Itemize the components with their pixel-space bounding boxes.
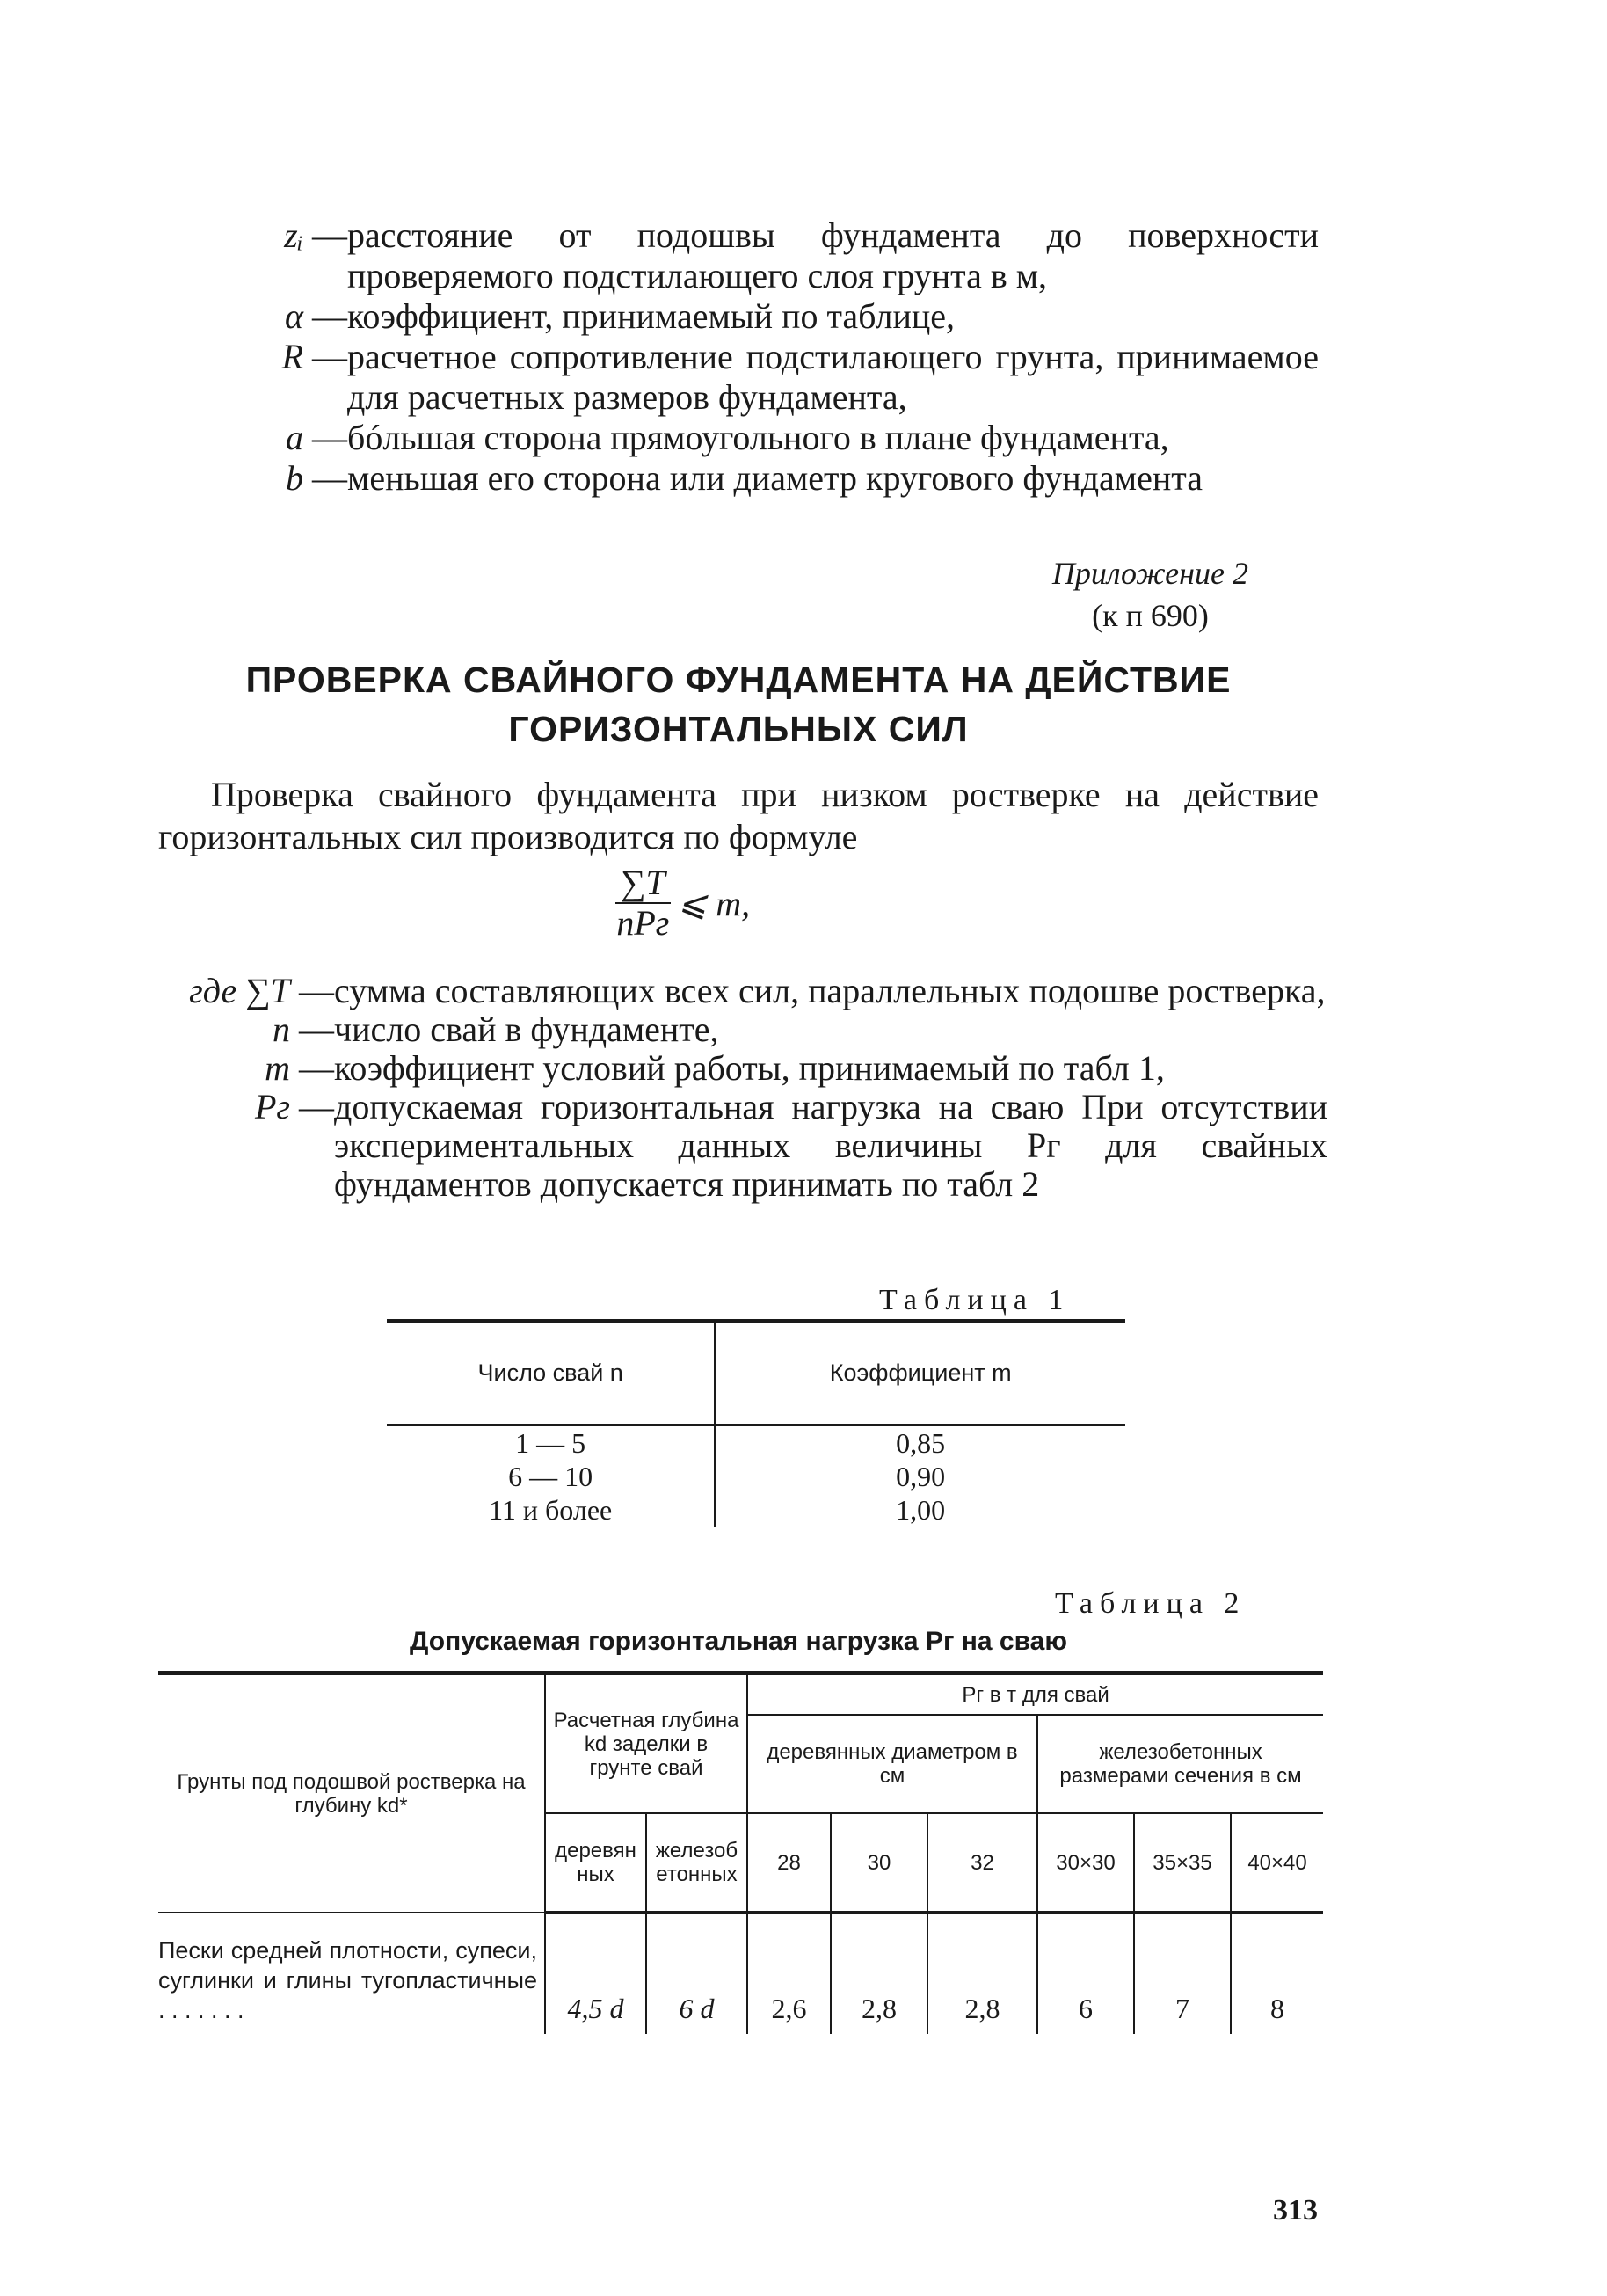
- table2: [158, 1671, 1323, 2034]
- symbol: m: [265, 1048, 290, 1088]
- intro-paragraph: Проверка свайного фундамента при низком ростверке на действие горизонтальных сил производится по формуле: [158, 775, 1319, 856]
- definition-text: расчетное сопротивление подстилающего грунта, принимаемое для расчетных размеров фундамента,: [347, 337, 1319, 417]
- formula-rhs: ⩽ m,: [677, 883, 751, 923]
- definition-item: zᵢ — расстояние от подошвы фундамента до поверхности проверяемого подстилающего слоя грунта в м,: [284, 215, 1319, 295]
- header-pg: Pг в т для свай: [747, 1673, 1323, 1716]
- symbol: n: [273, 1010, 290, 1049]
- symbol: a: [286, 418, 303, 457]
- title-line-1: ПРОВЕРКА СВАЙНОГО ФУНДАМЕНТА НА ДЕЙСТВИЕ: [245, 660, 1232, 700]
- title-line-2: ГОРИЗОНТАЛЬНЫХ СИЛ: [508, 709, 969, 749]
- definition-item: a — бóльшая сторона прямоугольного в плане фундамента,: [158, 418, 1319, 458]
- header-depth: Расчетная глубина kd заделки в грунте свай: [545, 1673, 747, 1814]
- definition-text: коэффициент, принимаемый по таблице,: [347, 296, 956, 336]
- definition-item: Pг — допускаемая горизонтальная нагрузка на сваю При отсутствии экспериментальных данных величины Pг для свайных фундаментов допускается принимать по табл 2: [254, 1087, 1327, 1204]
- table-row: [387, 1460, 1125, 1493]
- formula-numerator: ∑T: [615, 864, 671, 904]
- value-cell: 8: [1231, 1913, 1323, 2034]
- table2-subtitle: Допускаемая горизонтальная нагрузка Pг на сваю: [410, 1627, 1067, 1656]
- definition-item: R — расчетное сопротивление подстилающего грунта, принимаемое для расчетных размеров фундамента,: [281, 337, 1319, 417]
- symbol: Pг: [254, 1087, 290, 1126]
- header-size: 32: [927, 1813, 1037, 1913]
- value-cell: 4,5 d: [545, 1913, 646, 2034]
- page-number: 313: [1273, 2194, 1318, 2227]
- table1-header: Коэффициент m: [715, 1321, 1125, 1425]
- header-size: 30: [831, 1813, 927, 1913]
- header-depth-wood: деревянных: [545, 1813, 646, 1913]
- table1-cell: 0,85: [715, 1426, 1125, 1460]
- header-size: 30×30: [1037, 1813, 1134, 1913]
- table1-header: Число свай n: [477, 1359, 623, 1386]
- value-cell: 6: [1037, 1913, 1134, 2034]
- table1-cell: 11 и более: [489, 1494, 613, 1526]
- header-size: 28: [747, 1813, 831, 1913]
- value-cell: 2,8: [927, 1913, 1037, 2034]
- table1-caption: Таблица 1: [879, 1284, 1071, 1316]
- symbol: zᵢ: [284, 215, 303, 255]
- header-size: 40×40: [1231, 1813, 1323, 1913]
- header-concrete: железобетонных размерами сечения в см: [1037, 1715, 1323, 1813]
- definition-text: коэффициент условий работы, принимаемый по табл 1,: [334, 1048, 1165, 1088]
- table1-cell: 1 — 5: [515, 1427, 586, 1459]
- formula: [615, 864, 750, 943]
- definition-text: меньшая его сторона или диаметр кругового фундамента: [347, 458, 1203, 498]
- definition-item: b — меньшая его сторона или диаметр кругового фундамента: [158, 458, 1319, 499]
- definition-item: где ∑T — сумма составляющих всех сил, параллельных подошве ростверка,: [158, 972, 1327, 1010]
- definition-text: допускаемая горизонтальная нагрузка на сваю При отсутствии экспериментальных данных величины Pг для свайных фундаментов допускается принимать по табл 2: [334, 1087, 1327, 1204]
- appendix-reference: [1052, 552, 1248, 637]
- definition-item: m — коэффициент условий работы, принимаемый по табл 1,: [158, 1049, 1327, 1088]
- symbol: α: [285, 296, 303, 336]
- soil-cell: Пески средней плотности, супеси, суглинки и глины тугопластичные . . . . . . .: [158, 1913, 545, 2034]
- symbol: R: [281, 337, 303, 376]
- table-row: [387, 1493, 1125, 1527]
- table-row: [387, 1426, 1125, 1460]
- table1-cell: 6 — 10: [508, 1461, 593, 1492]
- value-cell: 2,6: [747, 1913, 831, 2034]
- appendix-clause: (к п 690): [1092, 598, 1209, 633]
- definition-text: сумма составляющих всех сил, параллельных подошве ростверка,: [334, 971, 1326, 1010]
- definition-text: число свай в фундаменте,: [334, 1010, 719, 1049]
- header-depth-concrete: железобетонных: [646, 1813, 747, 1913]
- definitions-top: [158, 215, 1319, 499]
- table1-cell: 0,90: [715, 1460, 1125, 1493]
- formula-denominator: nPг: [616, 903, 670, 943]
- definition-item: α — коэффициент, принимаемый по таблице,: [158, 296, 1319, 337]
- definitions-where: [158, 972, 1327, 1204]
- table2-caption: Таблица 2: [1055, 1587, 1247, 1620]
- formula-fraction: [615, 864, 671, 943]
- section-title: [158, 655, 1319, 754]
- symbol: b: [286, 458, 303, 498]
- definition-text: расстояние от подошвы фундамента до поверхности проверяемого подстилающего слоя грунта в м,: [347, 215, 1319, 295]
- table1: [387, 1319, 1125, 1527]
- definition-item: n — число свай в фундаменте,: [158, 1010, 1327, 1049]
- header-soil: Грунты под подошвой ростверка на глубину kd*: [158, 1673, 545, 1913]
- appendix-label: Приложение 2: [1051, 556, 1248, 591]
- table-row: [158, 1913, 1323, 2034]
- header-wood: деревянных диаметром в см: [747, 1715, 1037, 1813]
- value-cell: 2,8: [831, 1913, 927, 2034]
- value-cell: 6 d: [646, 1913, 747, 2034]
- table1-cell: 1,00: [715, 1493, 1125, 1527]
- value-cell: 7: [1134, 1913, 1231, 2034]
- header-size: 35×35: [1134, 1813, 1231, 1913]
- symbol: где ∑T: [189, 971, 290, 1010]
- definition-text: бóльшая сторона прямоугольного в плане фундамента,: [347, 418, 1169, 457]
